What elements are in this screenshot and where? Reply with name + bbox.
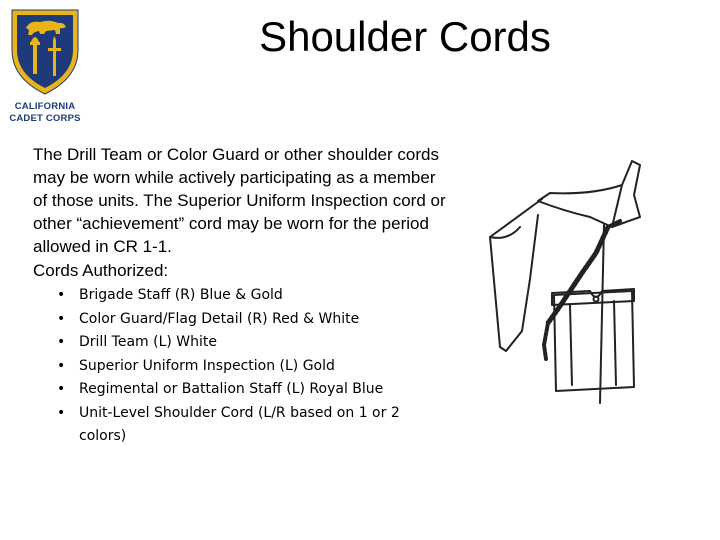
logo-text-line-2: CADET CORPS <box>9 113 81 124</box>
list-item: • Unit-Level Shoulder Cord (L/R based on 1 or 2 colors) <box>57 402 417 449</box>
california-cadet-corps-shield-icon <box>6 6 84 98</box>
list-item: • Regimental or Battalion Staff (L) Royal Blue <box>57 378 417 402</box>
cords-heading: Cords Authorized: <box>33 261 169 280</box>
list-item: • Drill Team (L) White <box>57 331 417 355</box>
logo-text-line-1: CALIFORNIA <box>14 101 76 112</box>
uniform-illustration <box>472 155 652 405</box>
uniform-shoulder-cord-illustration-icon <box>472 155 652 405</box>
cadet-corps-logo <box>6 6 84 124</box>
intro-paragraph: The Drill Team or Color Guard or other shoulder cords may be worn while actively participating as a member of those units. The Superior Uniform Inspection cord or other “achievement” cord may be worn for the period allowed in CR 1-1. <box>33 145 446 256</box>
cords-list <box>57 284 417 449</box>
list-item: • Superior Uniform Inspection (L) Gold <box>57 355 417 379</box>
page-title: Shoulder Cords <box>259 13 551 60</box>
list-item: • Brigade Staff (R) Blue & Gold <box>57 284 417 308</box>
list-item: • Color Guard/Flag Detail (R) Red & White <box>57 308 417 332</box>
